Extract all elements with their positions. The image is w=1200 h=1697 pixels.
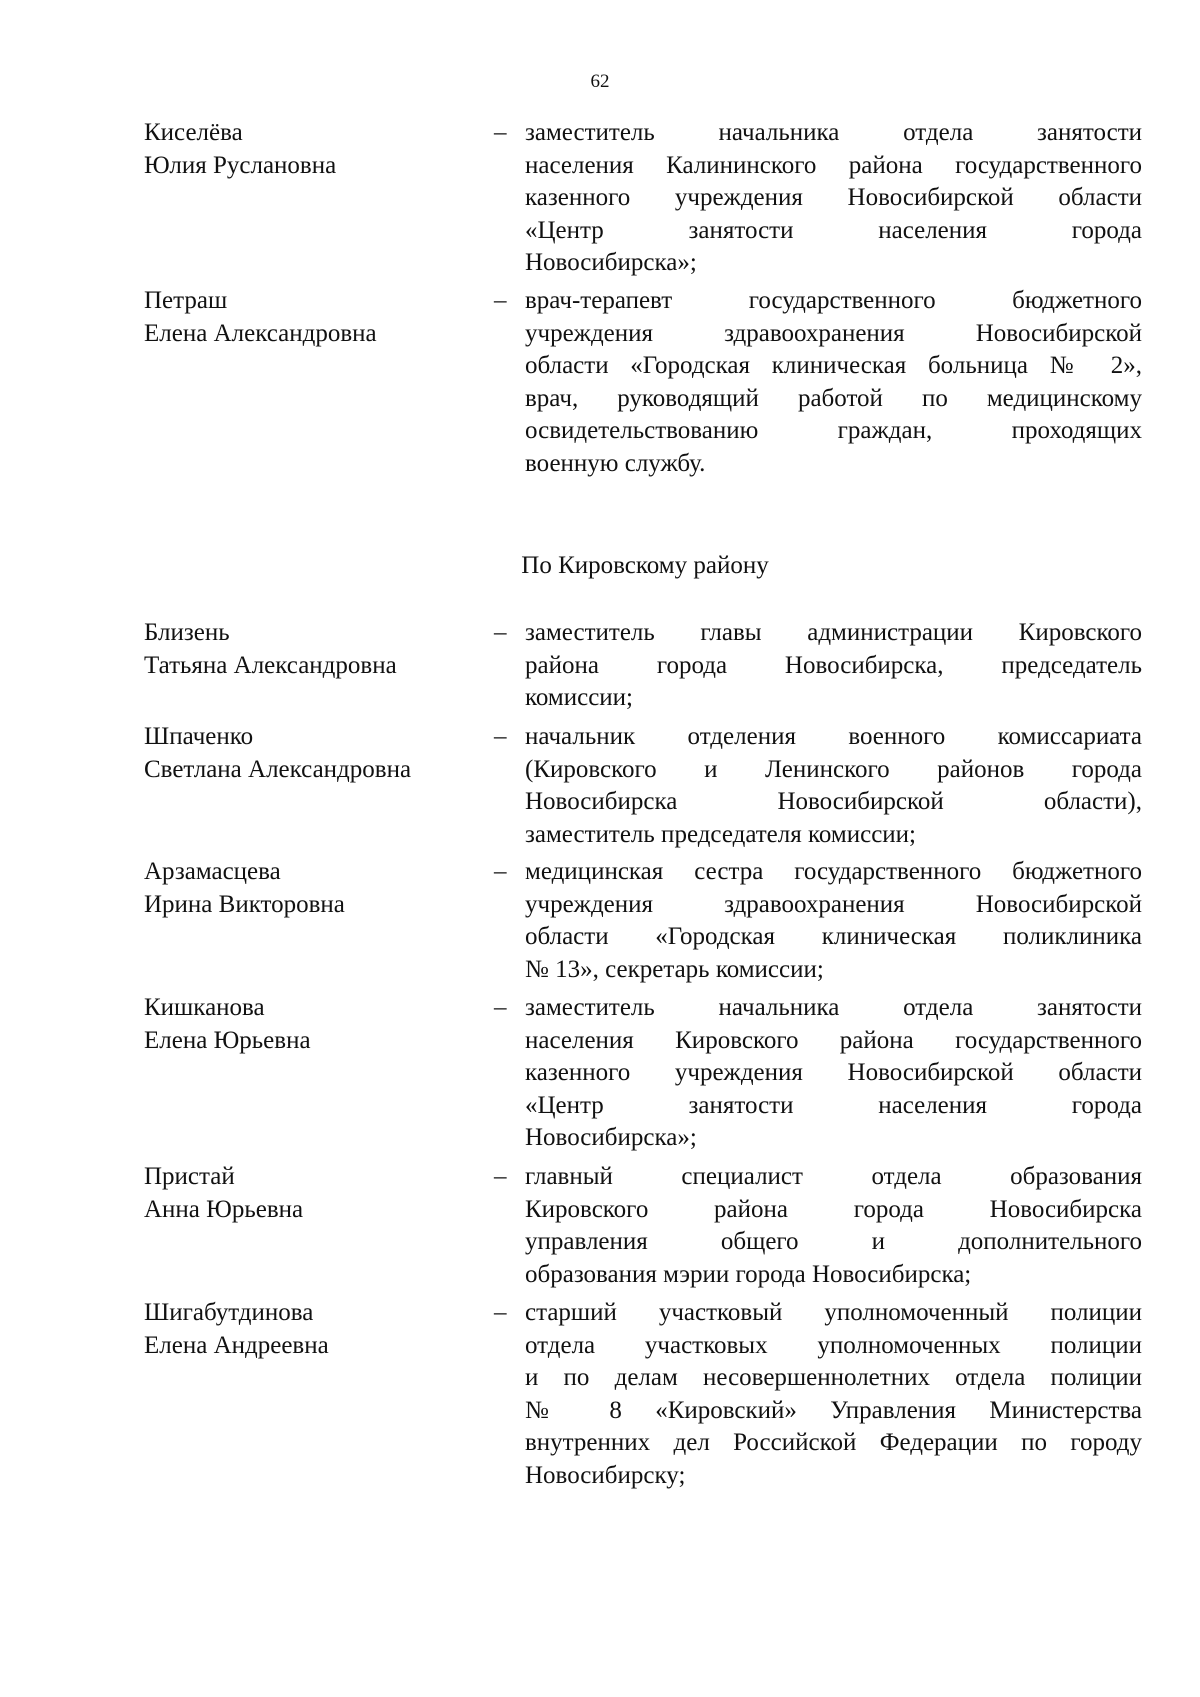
member-name: [144, 992, 484, 1057]
member-surname: Киселёва: [144, 119, 243, 146]
description-line: заместитель начальника отдела занятости: [525, 119, 1142, 146]
member-description: [525, 721, 1142, 851]
dash-separator: –: [494, 858, 507, 885]
member-given-names: Татьяна Александровна: [144, 651, 397, 679]
member-name: [144, 1297, 484, 1362]
description-line: № 13», секретарь комиссии;: [525, 955, 824, 983]
member-description: [525, 1297, 1142, 1493]
page-number: 62: [590, 71, 610, 92]
member-given-names: Елена Александровна: [144, 319, 377, 347]
member-surname: Шпаченко: [144, 723, 254, 750]
description-line: заместитель главы администрации Кировского: [525, 619, 1142, 646]
description-line: «Центр занятости населения города: [525, 216, 1142, 244]
section-heading: По Кировскому району: [521, 552, 769, 579]
member-given-names: Ирина Викторовна: [144, 890, 345, 918]
member-surname: Кишканова: [144, 994, 265, 1021]
member-surname: Петраш: [144, 287, 228, 314]
member-given-names: Анна Юрьевна: [144, 1195, 304, 1223]
description-line: Новосибирску;: [525, 1461, 686, 1489]
member-name: [144, 285, 484, 350]
description-line: главный специалист отдела образования: [525, 1163, 1142, 1190]
description-line: заместитель председателя комиссии;: [525, 820, 917, 848]
member-name: [144, 1161, 484, 1226]
description-line: казенного учреждения Новосибирской области: [525, 184, 1142, 212]
member-name: [144, 117, 484, 182]
description-line: населения Кировского района государственного: [525, 1026, 1142, 1054]
member-name: [144, 617, 484, 682]
description-line: образования мэрии города Новосибирска;: [525, 1260, 972, 1288]
dash-separator: –: [494, 1163, 507, 1190]
member-given-names: Юлия Руслановна: [144, 151, 337, 179]
dash-separator: –: [494, 287, 507, 314]
member-description: [525, 617, 1142, 715]
description-line: (Кировского и Ленинского районов города: [525, 755, 1142, 783]
description-line: Новосибирска»;: [525, 249, 697, 277]
description-line: заместитель начальника отдела занятости: [525, 994, 1142, 1021]
member-name: [144, 856, 484, 921]
dash-separator: –: [494, 619, 507, 646]
dash-separator: –: [494, 723, 507, 750]
description-line: Новосибирска»;: [525, 1124, 697, 1152]
description-line: медицинская сестра государственного бюджетного: [525, 858, 1142, 885]
member-surname: Шигабутдинова: [144, 1299, 314, 1326]
description-line: врач-терапевт государственного бюджетного: [525, 287, 1142, 314]
member-surname: Близень: [144, 619, 230, 646]
member-description: [525, 285, 1142, 481]
description-line: «Центр занятости населения города: [525, 1091, 1142, 1119]
description-line: и по делам несовершеннолетних отдела полиции: [525, 1364, 1142, 1392]
description-line: освидетельствованию граждан, проходящих: [525, 417, 1142, 445]
description-line: внутренних дел Российской Федерации по городу: [525, 1429, 1142, 1457]
member-name: [144, 721, 484, 786]
dash-separator: –: [494, 119, 507, 146]
member-surname: Арзамасцева: [144, 858, 281, 885]
description-line: № 8 «Кировский» Управления Министерства: [525, 1396, 1142, 1424]
description-line: Новосибирска Новосибирской области),: [525, 788, 1142, 816]
description-line: учреждения здравоохранения Новосибирской: [525, 890, 1142, 918]
description-line: области «Городская клиническая больница № 2»,: [525, 352, 1142, 380]
member-description: [525, 856, 1142, 986]
dash-separator: –: [494, 1299, 507, 1326]
description-line: казенного учреждения Новосибирской области: [525, 1059, 1142, 1087]
member-given-names: Светлана Александровна: [144, 755, 412, 783]
member-given-names: Елена Андреевна: [144, 1331, 329, 1359]
description-line: военную службу.: [525, 449, 706, 477]
dash-separator: –: [494, 994, 507, 1021]
description-line: области «Городская клиническая поликлиника: [525, 923, 1142, 951]
description-line: учреждения здравоохранения Новосибирской: [525, 319, 1142, 347]
member-surname: Пристай: [144, 1163, 235, 1190]
description-line: населения Калининского района государственного: [525, 151, 1142, 179]
description-line: района города Новосибирска, председатель: [525, 651, 1142, 679]
description-line: Кировского района города Новосибирска: [525, 1195, 1142, 1223]
description-line: врач, руководящий работой по медицинскому: [525, 384, 1142, 412]
description-line: отдела участковых уполномоченных полиции: [525, 1331, 1142, 1359]
member-description: [525, 117, 1142, 280]
description-line: комиссии;: [525, 684, 633, 712]
description-line: управления общего и дополнительного: [525, 1228, 1142, 1256]
member-given-names: Елена Юрьевна: [144, 1026, 311, 1054]
member-description: [525, 992, 1142, 1155]
description-line: старший участковый уполномоченный полиции: [525, 1299, 1142, 1326]
description-line: начальник отделения военного комиссариата: [525, 723, 1142, 750]
member-description: [525, 1161, 1142, 1291]
